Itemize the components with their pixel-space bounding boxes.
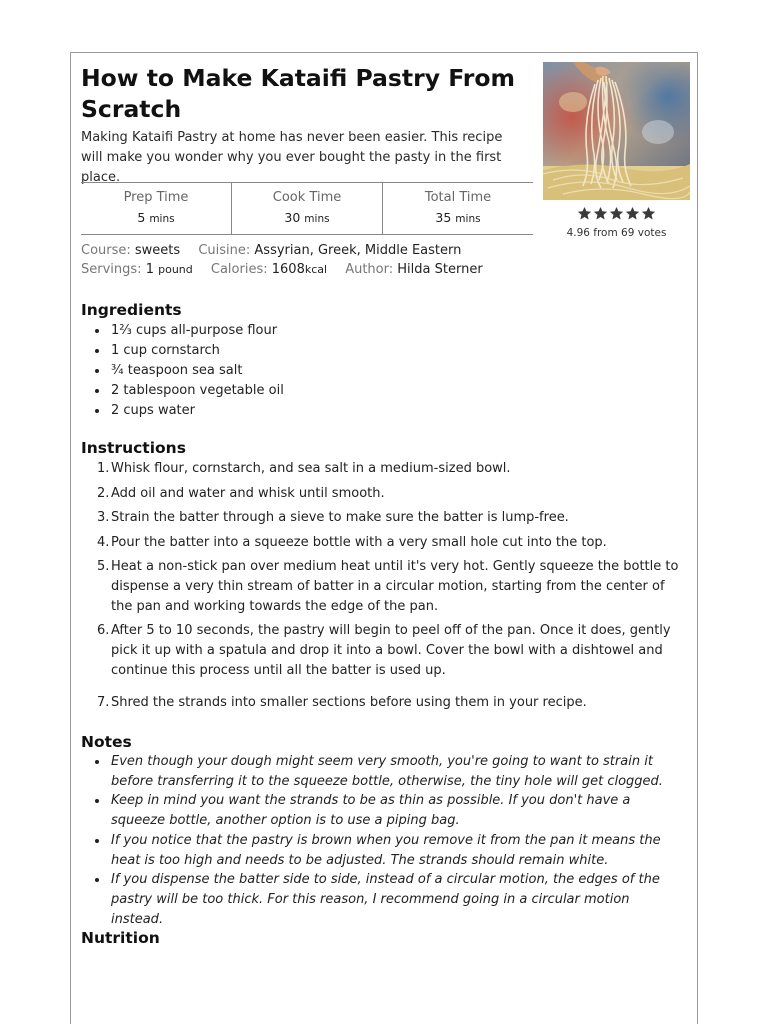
instruction-text: Whisk flour, cornstarch, and sea salt in a medium-sized bowl. — [111, 461, 511, 476]
instruction-step: 5. Heat a non-stick pan over medium heat until it's very hot. Gently squeeze the bottle to dispense a very thin stream of batter in a circular motion, starting from the center of the pan and working towards the edge of the pan. — [97, 559, 679, 614]
cuisine-label: Cuisine: — [198, 243, 251, 258]
instruction-text: Pour the batter into a squeeze bottle with a very small hole cut into the top. — [111, 534, 607, 550]
notes-list — [81, 752, 681, 929]
prep-time-value: 5 — [137, 210, 146, 225]
instruction-step: 6. After 5 to 10 seconds, the pastry will begin to peel off of the pan. Once it does, gently pick it up with a spatula and drop it into a bowl. Cover the bowl with a dishtowel and continue this process until all the batter is used up. — [97, 623, 671, 678]
note-item: If you dispense the batter side to side, instead of a circular motion, the edges of the pastry will be too thick. For this reason, I recommend going in a circular motion instead. — [81, 870, 681, 929]
rating-votes: 4.96 from 69 votes — [566, 227, 667, 239]
ingredients-list — [81, 321, 681, 421]
cook-time-value: 30 — [284, 210, 301, 225]
total-time-label: Total Time — [424, 190, 492, 205]
cook-time-unit: mins — [304, 213, 330, 225]
star-icon[interactable] — [609, 206, 624, 221]
note-item: If you notice that the pastry is brown when you remove it from the pan it means the heat is too high and needs to be adjusted. The strands should remain white. — [81, 831, 681, 870]
ingredient-item: 1⅔ cups all-purpose flour — [81, 321, 681, 341]
recipe-photo[interactable] — [543, 62, 690, 200]
course-label: Course: — [81, 243, 131, 258]
instruction-step: 4. Pour the batter into a squeeze bottle with a very small hole cut into the top. — [97, 534, 607, 550]
instruction-text: Shred the strands into smaller sections before using them in your recipe. — [111, 695, 587, 711]
cuisine-value: Assyrian, Greek, Middle Eastern — [254, 243, 462, 258]
instruction-text: Heat a non-stick pan over medium heat until it's very hot. Gently squeeze the bottle to dispense a very thin stream of batter in a circular motion, starting from the center of the pan and working towards the edge of the pan. — [111, 559, 679, 614]
author-value: Hilda Sterner — [397, 262, 483, 277]
total-time-value: 35 — [435, 210, 452, 225]
ingredient-item: ¾ teaspoon sea salt — [81, 361, 681, 381]
ingredient-item: 2 tablespoon vegetable oil — [81, 381, 681, 401]
instruction-step: 1. Whisk flour, cornstarch, and sea salt in a medium-sized bowl. — [97, 461, 511, 476]
instruction-text: After 5 to 10 seconds, the pastry will begin to peel off of the pan. Once it does, gently pick it up with a spatula and drop it into a bowl. Cover the bowl with a dishtowel and continue this process until all the batter is used up. — [111, 623, 671, 678]
cook-time — [231, 183, 382, 234]
recipe-title: How to Make Kataifi Pastry From Scratch — [81, 64, 515, 123]
total-time — [382, 183, 533, 234]
nutrition-heading: Nutrition — [81, 929, 160, 947]
instruction-step: 3. Strain the batter through a sieve to make sure the batter is lump-free. — [97, 510, 569, 526]
notes-heading: Notes — [81, 733, 132, 751]
instructions-list — [81, 459, 681, 718]
recipe-summary: Making Kataifi Pastry at home has never been easier. This recipe will make you wonder why you ever bought the pasty in the first place. — [81, 130, 503, 185]
star-icon[interactable] — [625, 206, 640, 221]
meta-row-2 — [81, 261, 483, 279]
course-value: sweets — [134, 243, 181, 258]
calories-unit: kcal — [304, 263, 328, 276]
rating-stars[interactable] — [543, 206, 690, 221]
prep-time — [81, 183, 231, 234]
recipe-card — [70, 52, 698, 1024]
star-icon[interactable] — [593, 206, 608, 221]
servings-label: Servings: — [81, 262, 142, 277]
servings-value[interactable]: 1 — [145, 262, 154, 277]
servings-unit: pound — [158, 263, 193, 276]
calories-label: Calories: — [210, 262, 268, 277]
instruction-text: Add oil and water and whisk until smooth. — [111, 485, 385, 501]
ingredient-item: 1 cup cornstarch — [81, 341, 681, 361]
instruction-step: 2. Add oil and water and whisk until smooth. — [97, 485, 385, 501]
note-item: Even though your dough might seem very smooth, you're going to want to strain it before transferring it to the squeeze bottle, otherwise, the tiny hole will get clogged. — [81, 752, 681, 791]
cook-time-label: Cook Time — [272, 190, 342, 205]
kataifi-strands-photo-icon — [543, 62, 690, 200]
meta-row-1 — [81, 242, 461, 260]
prep-time-unit: mins — [149, 213, 175, 225]
recipe-times — [81, 182, 533, 235]
star-icon[interactable] — [577, 206, 592, 221]
prep-time-label: Prep Time — [123, 190, 189, 205]
total-time-unit: mins — [455, 213, 481, 225]
calories-value: 1608 — [271, 262, 305, 277]
ingredients-heading: Ingredients — [81, 301, 182, 319]
instruction-step: 7. Shred the strands into smaller sections before using them in your recipe. — [97, 695, 587, 711]
instruction-text: Strain the batter through a sieve to make sure the batter is lump-free. — [111, 510, 569, 526]
author-label: Author: — [345, 262, 394, 277]
ingredient-item: 2 cups water — [81, 401, 681, 421]
note-item: Keep in mind you want the strands to be as thin as possible. If you don't have a squeeze bottle, another option is to use a piping bag. — [81, 791, 681, 830]
instructions-heading: Instructions — [81, 439, 186, 457]
star-icon[interactable] — [641, 206, 656, 221]
